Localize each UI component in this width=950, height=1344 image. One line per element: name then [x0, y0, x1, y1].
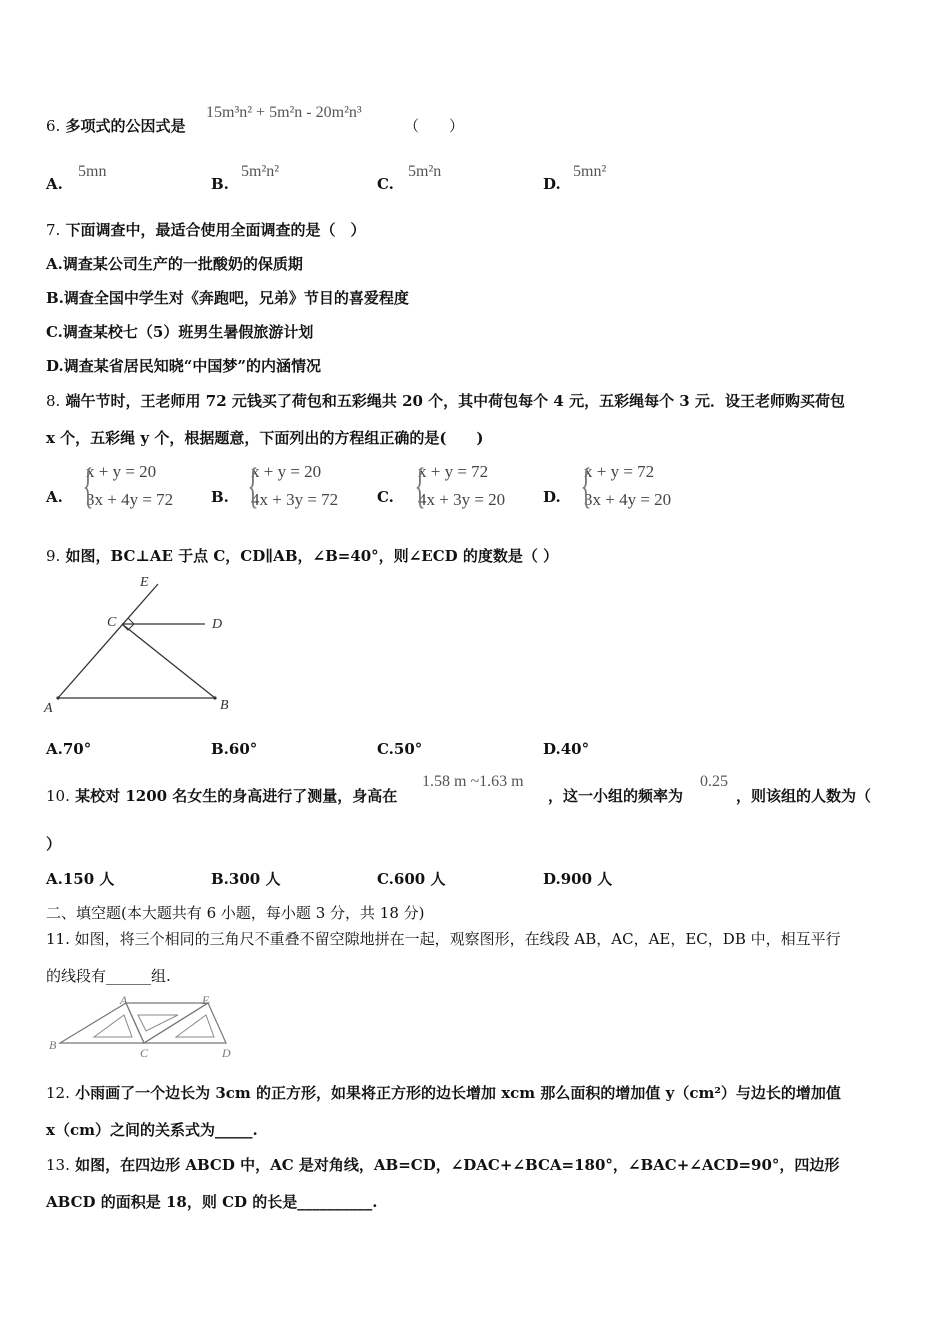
q7-option-c-label: C.: [46, 323, 63, 341]
q6-option-a-label: A.: [46, 175, 63, 193]
q11-line1: 如图，将三个相同的三角尺不重叠不留空隙地拼在一起，观察图形，在线段 AB，AC，AE，EC，DB 中，相互平行: [74, 930, 841, 948]
q10-option-d-label: D.: [543, 870, 561, 888]
q8-line2: x 个，五彩绳 y 个，根据题意，下面列出的方程组正确的是( ): [46, 429, 484, 447]
q13-line2: ABCD 的面积是 18，则 CD 的长是__________.: [46, 1193, 378, 1211]
q10-number: 10.: [46, 787, 70, 805]
q9-option-b-label: B.: [211, 740, 229, 758]
q10-option-c: [377, 869, 445, 889]
q7-option-a-text: 调查某公司生产的一批酸奶的保质期: [62, 255, 303, 273]
q7-stem-line: [46, 220, 366, 240]
q10-option-a: [46, 869, 114, 889]
q7-option-c: [46, 322, 313, 342]
q12-line1: 小雨画了一个边长为 3cm 的正方形，如果将正方形的边长增加 xcm 那么面积的增加值 y（cm²）与边长的增加值: [75, 1084, 841, 1102]
q10-close: ）: [46, 835, 62, 853]
q13-stem-line-1: [46, 1155, 839, 1175]
q6-option-b-label: B.: [211, 175, 229, 193]
q13-line1: 如图，在四边形 ABCD 中，AC 是对角线，AB=CD，∠DAC+∠BCA=180°，∠BAC+∠ACD=90°，四边形: [75, 1156, 840, 1174]
q11-number: 11.: [46, 930, 70, 948]
label-d: D: [212, 617, 223, 632]
q6-option-c-label: C.: [377, 175, 394, 193]
label-b: B: [49, 1038, 57, 1052]
q12-stem-line-1: [46, 1083, 841, 1103]
q9-option-b-text: 60°: [228, 740, 258, 758]
q8-option-c-system: [412, 458, 505, 514]
q10-stem-c: ，则该组的人数为（: [736, 787, 872, 805]
q7-option-b-text: 调查全国中学生对《奔跑吧，兄弟》节目的喜爱程度: [63, 289, 409, 307]
q10-option-b-text: 300 人: [228, 870, 281, 888]
label-a: A: [44, 701, 53, 716]
q8-option-c-eq1: x + y = 72: [418, 462, 489, 481]
q7-option-a: [46, 254, 303, 274]
q8-option-a-label: A.: [46, 488, 63, 506]
q8-option-d-label: D.: [543, 488, 561, 506]
q9-stem: 如图，BC⊥AE 于点 C，CD∥AB，∠B=40°，则∠ECD 的度数是（ ）: [65, 547, 559, 565]
triangle-3-inner: [176, 1015, 214, 1037]
label-d: D: [222, 1046, 231, 1060]
section-2-heading: 二、填空题(本大题共有 6 小题，每小题 3 分，共 18 分): [46, 904, 425, 922]
triangle-2-inner: [138, 1015, 178, 1031]
q10-stem-a: 某校对 1200 名女生的身高进行了测量，身高在: [75, 787, 398, 805]
point-b: [213, 696, 216, 699]
q10-frequency: 0.25: [700, 773, 728, 790]
q10-option-d: [543, 869, 612, 889]
q9-number: 9.: [46, 547, 61, 565]
q9-option-c: [377, 739, 422, 759]
q10-option-d-text: 900 人: [560, 870, 613, 888]
q6-paren: （ ）: [404, 117, 465, 135]
q7-option-d-text: 调查某省居民知晓“中国梦”的内涵情况: [63, 357, 321, 375]
q8-option-b-system: [245, 458, 338, 514]
q10-stem-b: ，这一小组的频率为: [548, 787, 684, 805]
label-c: C: [107, 615, 117, 630]
q7-stem: 下面调查中，最适合使用全面调查的是（ ）: [65, 221, 366, 239]
q7-option-c-text: 调查某校七（5）班男生暑假旅游计划: [62, 323, 314, 341]
brace-icon: {: [580, 457, 592, 513]
q8-option-a-system: [80, 458, 173, 514]
label-e: E: [140, 575, 149, 590]
q12-number: 12.: [46, 1084, 70, 1102]
q9-option-a: [46, 739, 91, 759]
q8-stem-line-1: [46, 391, 845, 411]
label-c: C: [140, 1046, 149, 1060]
q11-line2: 的线段有______组.: [46, 967, 171, 985]
brace-icon: {: [414, 457, 426, 513]
q9-option-d-label: D.: [543, 740, 561, 758]
q9-option-c-label: C.: [377, 740, 394, 758]
q9-option-a-text: 70°: [62, 740, 92, 758]
q7-option-b: [46, 288, 409, 308]
q6-expression: 15m³n² + 5m²n - 20m²n³: [206, 104, 362, 121]
q7-option-d: [46, 356, 321, 376]
q7-option-d-label: D.: [46, 357, 64, 375]
q8-option-c-label: C.: [377, 488, 394, 506]
q8-option-b-label: B.: [211, 488, 229, 506]
q6-option-c-value: 5m²n: [408, 163, 442, 180]
point-a: [56, 696, 59, 699]
q6-option-b-value: 5m²n²: [241, 163, 280, 180]
label-b: B: [220, 698, 229, 713]
q10-option-b: [211, 869, 280, 889]
q8-option-d-system: [578, 458, 671, 514]
q6-option-d-label: D.: [543, 175, 561, 193]
q8-number: 8.: [46, 392, 61, 410]
q8-option-b-eq2: 4x + 3y = 72: [251, 490, 339, 509]
q9-option-a-label: A.: [46, 740, 63, 758]
q8-option-c-eq2: 4x + 3y = 20: [418, 490, 506, 509]
label-e: E: [202, 993, 210, 1007]
q6-number: 6.: [46, 117, 61, 135]
q12-line2: x（cm）之间的关系式为_____.: [46, 1121, 258, 1139]
q11-stem-line-1: [46, 929, 841, 949]
q8-option-b-eq1: x + y = 20: [251, 462, 322, 481]
q8-line1: 端午节时，王老师用 72 元钱买了荷包和五彩绳共 20 个，其中荷包每个 4 元，五彩绳每个 3 元．设王老师购买荷包: [65, 392, 845, 410]
q7-option-a-label: A.: [46, 255, 63, 273]
q8-option-d-eq1: x + y = 72: [584, 462, 655, 481]
q10-option-a-text: 150 人: [62, 870, 115, 888]
q9-option-d: [543, 739, 589, 759]
q9-option-c-text: 50°: [393, 740, 423, 758]
q10-option-c-text: 600 人: [393, 870, 446, 888]
q7-option-b-label: B.: [46, 289, 64, 307]
q6-option-a-value: 5mn: [78, 163, 107, 180]
q6-stem: 多项式的公因式是: [65, 117, 186, 135]
q11-figure: [46, 993, 241, 1061]
q10-option-c-label: C.: [377, 870, 394, 888]
q9-option-b: [211, 739, 257, 759]
brace-icon: {: [247, 457, 259, 513]
q10-option-b-label: B.: [211, 870, 229, 888]
q8-option-a-eq2: 3x + 4y = 72: [86, 490, 174, 509]
q10-stem-part-a: [46, 786, 397, 806]
brace-icon: {: [82, 457, 94, 513]
q10-option-a-label: A.: [46, 870, 63, 888]
q10-range: 1.58 m ~1.63 m: [422, 773, 524, 790]
q8-option-a-eq1: x + y = 20: [86, 462, 157, 481]
q13-number: 13.: [46, 1156, 70, 1174]
q6-option-d-value: 5mn²: [573, 163, 607, 180]
line-bc: [122, 624, 215, 698]
q9-option-d-text: 40°: [560, 740, 590, 758]
q9-figure: [40, 572, 240, 717]
q9-stem-line: [46, 546, 558, 566]
q7-number: 7.: [46, 221, 61, 239]
q8-option-d-eq2: 3x + 4y = 20: [584, 490, 672, 509]
q6-stem-line: [46, 116, 186, 136]
label-a: A: [120, 993, 128, 1007]
